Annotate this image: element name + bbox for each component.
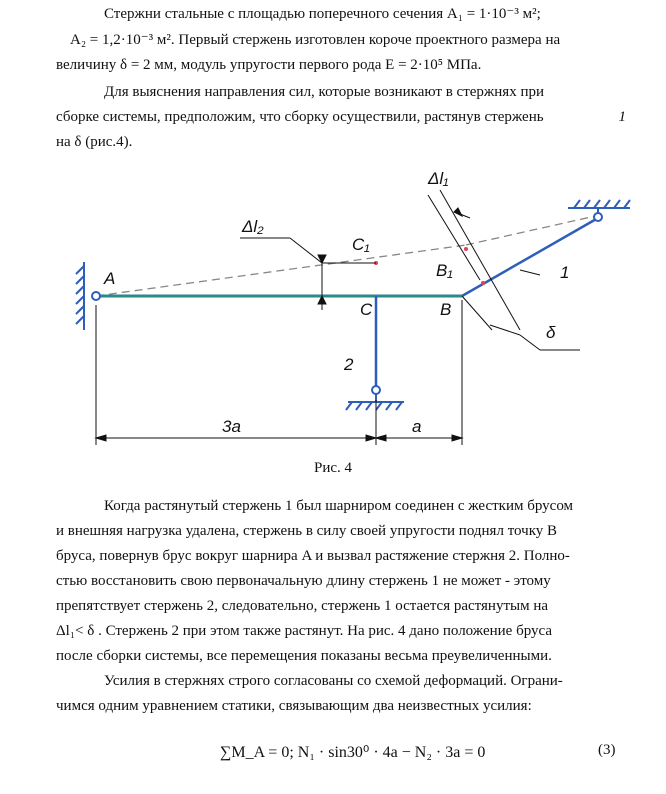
para3-line5: препятствует стержень 2, следовательно, стержень 1 остается растянутым на bbox=[56, 598, 549, 614]
label-a: A bbox=[104, 269, 116, 288]
point-b-shift bbox=[481, 281, 485, 285]
para4-line2: чимся одним уравнением статики, связывающим два неизвестных усилия: bbox=[56, 698, 532, 714]
figure-rod-system bbox=[0, 150, 666, 455]
label-rod1: 1 bbox=[560, 263, 570, 282]
para1-line3: величину δ = 2 мм, модуль упругости первого рода E = 2·10⁵ МПа. bbox=[56, 57, 482, 73]
para1-line1: Стержни стальные с площадью поперечного сечения A₁ = 1·10⁻³ м²; bbox=[104, 6, 541, 22]
label-delta: δ bbox=[546, 323, 556, 342]
label-b: B bbox=[440, 300, 452, 319]
para2-line2-text: сборке системы, предположим, что сборку осуществили, растянув стержень bbox=[56, 109, 544, 125]
equation-3: ∑M_A = 0; N₁ · sin30⁰ · 4a − N₂ · 3a = 0 bbox=[220, 744, 486, 761]
figure-caption: Рис. 4 bbox=[313, 460, 353, 476]
equation-number: (3) bbox=[598, 742, 616, 758]
label-c1: C₁ bbox=[352, 235, 370, 254]
label-dl2: Δl₂ bbox=[242, 217, 264, 236]
para3-line6: Δl₁< δ . Стержень 2 при этом также растянут. На рис. 4 дано положение бруса bbox=[56, 623, 553, 639]
para2-line3: на δ (рис.4). bbox=[56, 134, 133, 150]
ground-support-rod2 bbox=[346, 394, 404, 410]
dim-overall bbox=[96, 300, 462, 445]
hinge-a bbox=[92, 292, 100, 300]
label-dim-a: a bbox=[412, 417, 422, 436]
label-rod2: 2 bbox=[344, 355, 354, 374]
para2-line1: Для выяснения направления сил, которые возникают в стержнях при bbox=[104, 84, 545, 100]
point-b1 bbox=[464, 247, 468, 251]
label-b1: B₁ bbox=[436, 261, 453, 280]
para1-line2: A₂ = 1,2·10⁻³ м². Первый стержень изготовлен короче проектного размера на bbox=[70, 32, 561, 48]
para3-line7: после сборки системы, все перемещения показаны весьма преувеличенными. bbox=[56, 648, 552, 664]
rod1-extension-dashed bbox=[466, 215, 600, 245]
wall-support-a bbox=[76, 262, 84, 330]
para2-rod: 1 bbox=[618, 109, 626, 125]
para3-line3: бруса, повернув брус вокруг шарнира A и вызвал растяжение стержня 2. Полно- bbox=[56, 548, 570, 564]
deformed-beam-line bbox=[96, 245, 466, 296]
label-dim-3a: 3a bbox=[222, 417, 241, 436]
para4-line1: Усилия в стержнях строго согласованы со схемой деформаций. Ограни- bbox=[104, 673, 563, 689]
para3-line4: стью восстановить свою первоначальную длину стержень 1 не может - этому bbox=[56, 573, 551, 589]
label-c: C bbox=[360, 300, 373, 319]
label-dl1: Δl₁ bbox=[428, 169, 449, 188]
hinge-rod2 bbox=[372, 386, 380, 394]
para3-line1: Когда растянутый стержень 1 был шарниром соединен с жестким брусом bbox=[104, 498, 574, 514]
ceiling-support-rod1 bbox=[568, 200, 630, 213]
hinge-rod1 bbox=[594, 213, 602, 221]
para2-line2 bbox=[56, 105, 626, 130]
para3-line2: и внешняя нагрузка удалена, стержень в силу своей упругости поднял точку B bbox=[56, 523, 558, 539]
